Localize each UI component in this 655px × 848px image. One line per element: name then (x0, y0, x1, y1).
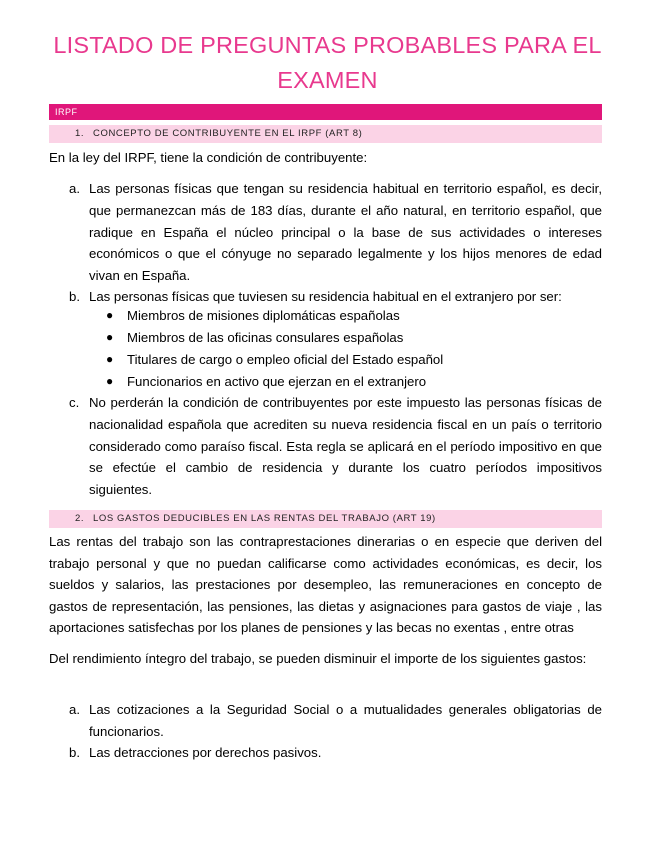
bullet-text: Funcionarios en activo que ejerzan en el extranjero (127, 374, 427, 389)
bullet-icon: ● (106, 330, 114, 344)
question-1-intro: En la ley del IRPF, tiene la condición de contribuyente: (49, 150, 368, 165)
list-marker: a. (69, 702, 80, 717)
bullet-text: Titulares de cargo o empleo oficial del Estado español (127, 352, 444, 367)
question-2-paragraph-1: Las rentas del trabajo son las contraprestaciones dinerarias o en especie que deriven del trabajo personal y que no puedan calificarse como actividades económicas, es decir, los sueldos y salarios, las prestaciones por desempleo, las remuneraciones en concepto de gastos de representación, las pensiones, las dietas y asignaciones para gastos de viaje , las aportaciones satisfechas por los planes de pensiones y las becas no exentas , entre otras (49, 534, 602, 635)
list-item-text: Las personas físicas que tuviesen su residencia habitual en el extranjero por ser: (89, 289, 562, 304)
list-marker: b. (69, 745, 80, 760)
list-item-a (49, 178, 602, 287)
list-item-b (49, 742, 602, 764)
bullet-item (49, 327, 602, 349)
question-1-heading-text: CONCEPTO DE CONTRIBUYENTE EN EL IRPF (ART 8) (93, 128, 363, 139)
list-item-a (49, 699, 602, 743)
question-2-heading-text: LOS GASTOS DEDUCIBLES EN LAS RENTAS DEL TRABAJO (ART 19) (93, 513, 436, 524)
list-item-text: Las detracciones por derechos pasivos. (89, 745, 322, 760)
bullet-icon: ● (106, 374, 114, 388)
page-title: LISTADO DE PREGUNTAS PROBABLES PARA EL EXAMEN (53, 32, 602, 93)
list-marker: b. (69, 289, 80, 304)
list-marker: a. (69, 181, 80, 196)
section-bar-irpf: IRPF (49, 104, 602, 120)
bullet-icon: ● (106, 352, 114, 366)
bullet-item (49, 371, 602, 393)
question-1-heading (49, 125, 602, 143)
list-item-text: Las personas físicas que tengan su residencia habitual en territorio español, es decir, que permanezcan más de 183 días, durante el año natural, en territorio español, que radique en España el núcleo principal o la base de sus actividades o intereses económicos o que el cónyuge no separado legalmente y los hijos menores de edad vivan en España. (89, 181, 602, 284)
question-2-heading (49, 510, 602, 528)
list-item-c (49, 392, 602, 501)
bullet-text: Miembros de las oficinas consulares españolas (127, 330, 404, 345)
list-marker: c. (69, 395, 80, 410)
bullet-item (49, 349, 602, 371)
bullet-icon: ● (106, 308, 114, 322)
question-2-number: 2. (75, 513, 85, 524)
question-1-number: 1. (75, 128, 85, 139)
list-item-text: Las cotizaciones a la Seguridad Social o a mutualidades generales obligatorias de funcionarios. (89, 702, 602, 739)
bullet-text: Miembros de misiones diplomáticas españolas (127, 308, 400, 323)
bullet-item (49, 305, 602, 327)
list-item-text: No perderán la condición de contribuyentes por este impuesto las personas físicas de nacionalidad española que acrediten su nueva residencia fiscal en un país o territorio considerado como paraíso fiscal. Esta regla se aplicará en el período impositivo en que se efectúe el cambio de residencia y durante los cuatro períodos impositivos siguientes. (89, 395, 602, 498)
question-2-paragraph-2: Del rendimiento íntegro del trabajo, se pueden disminuir el importe de los siguientes gastos: (49, 651, 587, 666)
